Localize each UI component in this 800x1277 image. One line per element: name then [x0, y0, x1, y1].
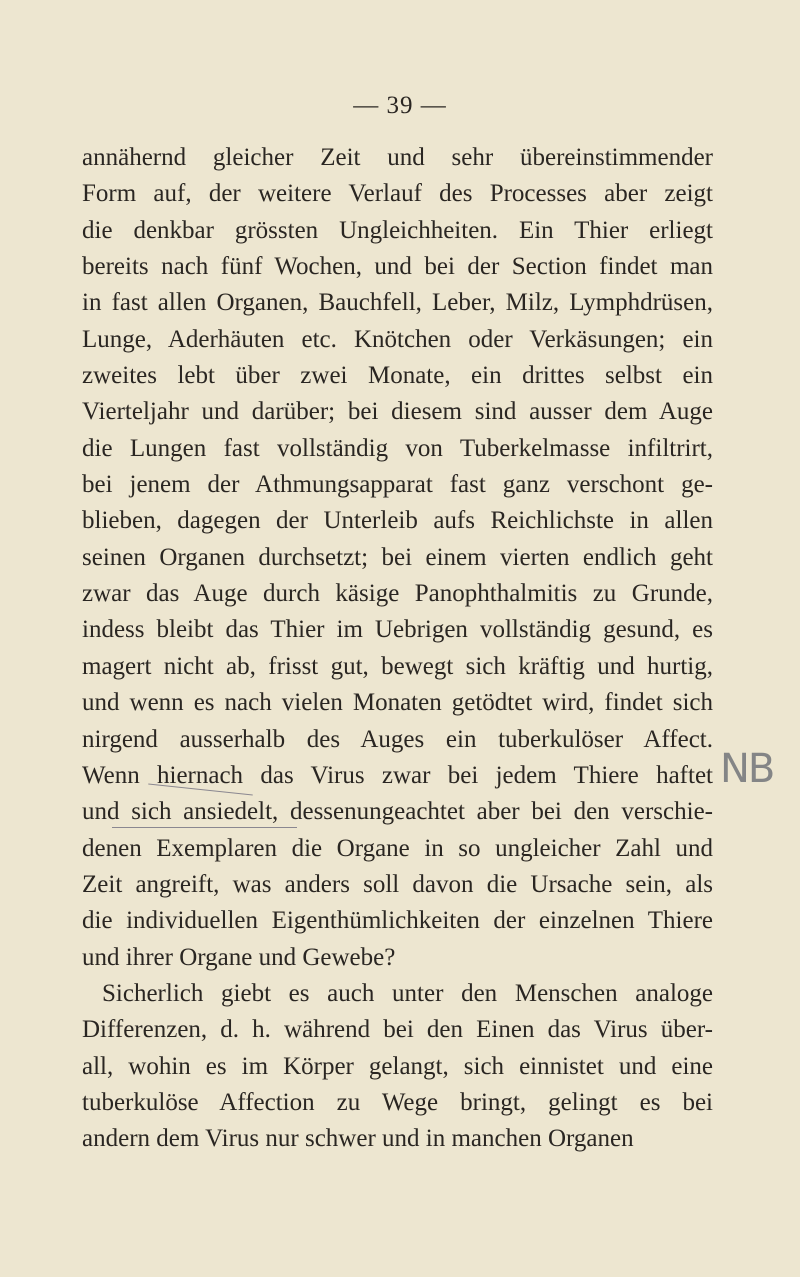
text-line: Vierteljahr und darüber; bei diesem sind ausser dem Auge	[82, 398, 713, 426]
text-line: zwar das Auge durch käsige Panophthalmitis zu Grunde,	[82, 580, 713, 608]
text-line: und wenn es nach vielen Monaten getödtet wird, findet sich	[82, 689, 713, 717]
text-line: die Lungen fast vollständig von Tuberkelmasse infiltrirt,	[82, 434, 713, 462]
text-line: indess bleibt das Thier im Uebrigen vollständig gesund, es	[82, 616, 713, 644]
text-line: Zeit angreift, was anders soll davon die Ursache sein, als	[82, 870, 713, 898]
text-line: bereits nach fünf Wochen, und bei der Section findet man	[82, 253, 713, 281]
text-line: seinen Organen durchsetzt; bei einem vierten endlich geht	[82, 543, 713, 571]
text-line: nirgend ausserhalb des Auges ein tuberkulöser Affect.	[82, 725, 713, 753]
text-line: Form auf, der weitere Verlauf des Processes aber zeigt	[82, 180, 713, 208]
body-text	[82, 140, 713, 1158]
text-line: Lunge, Aderhäuten etc. Knötchen oder Verkäsungen; ein	[82, 325, 713, 353]
text-line: all, wohin es im Körper gelangt, sich einnistet und eine	[82, 1052, 713, 1080]
text-line: magert nicht ab, frisst gut, bewegt sich kräftig und hurtig,	[82, 652, 713, 680]
text-line: und ihrer Organe und Gewebe?	[82, 943, 396, 971]
text-line: die individuellen Eigenthümlichkeiten der einzelnen Thiere	[82, 907, 713, 935]
text-line: blieben, dagegen der Unterleib aufs Reichlichste in allen	[82, 507, 713, 535]
margin-note: NB	[720, 746, 774, 792]
text-line: andern dem Virus nur schwer und in manchen Organen	[82, 1125, 634, 1153]
text-line: annähernd gleicher Zeit und sehr übereinstimmender	[82, 144, 713, 171]
text-line: denen Exemplaren die Organe in so ungleicher Zahl und	[82, 834, 713, 862]
text-line: Sicherlich giebt es auch unter den Menschen analoge	[102, 979, 713, 1007]
text-line: die denkbar grössten Ungleichheiten. Ein Thier erliegt	[82, 216, 713, 244]
text-line: Wenn hiernach das Virus zwar bei jedem Thiere haftet	[82, 761, 713, 789]
text-line: in fast allen Organen, Bauchfell, Leber, Milz, Lymphdrüsen,	[82, 289, 713, 317]
text-line: Differenzen, d. h. während bei den Einen das Virus über-	[82, 1016, 713, 1044]
text-line: und sich ansiedelt, dessenungeachtet aber bei den verschie-	[82, 798, 713, 826]
pencil-underline	[112, 827, 297, 828]
page-number: — 39 —	[353, 92, 447, 119]
text-line: bei jenem der Athmungsapparat fast ganz verschont ge-	[82, 471, 713, 499]
text-line: zweites lebt über zwei Monate, ein drittes selbst ein	[82, 362, 713, 390]
text-line: tuberkulöse Affection zu Wege bringt, gelingt es bei	[82, 1088, 713, 1116]
